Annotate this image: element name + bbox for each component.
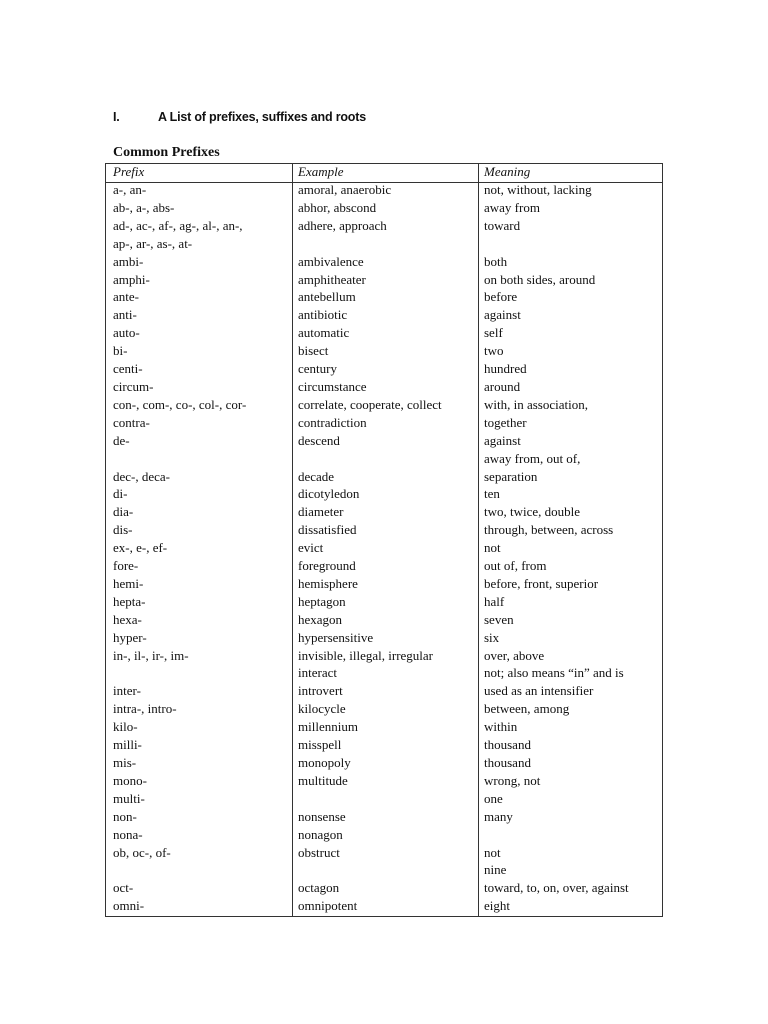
example-cell: foreground (298, 558, 356, 574)
meaning-cell: seven (484, 611, 514, 627)
meaning-cell: thousand (484, 755, 531, 770)
meaning-cell (484, 235, 629, 253)
prefix-cell (113, 664, 246, 682)
example-cell: automatic (298, 325, 350, 341)
example-cell: millennium (298, 719, 358, 735)
prefix-cell: omni- (113, 898, 145, 914)
meaning-cell: through, between, across (484, 522, 614, 538)
meaning-cell: half (484, 593, 505, 609)
meaning-cell: between, among (484, 701, 570, 717)
meaning-cell: away from, out of, (484, 450, 581, 466)
example-cell (298, 790, 442, 808)
example-cell: amphitheater (298, 271, 366, 287)
meaning-cell: toward (484, 217, 521, 233)
prefix-cell: de- (113, 432, 130, 448)
prefix-cell: ad-, ac-, af-, ag-, al-, an-, (113, 217, 243, 233)
prefix-cell: hexa- (113, 611, 142, 627)
example-cell: circumstance (298, 378, 367, 394)
prefix-cells (113, 181, 246, 915)
meaning-cell: against (484, 432, 521, 448)
prefix-cell: oct- (113, 880, 134, 896)
meaning-cell: self (484, 325, 503, 341)
example-cell: invisible, illegal, irregular (298, 647, 434, 663)
example-cell: descend (298, 432, 340, 448)
meaning-cell: not (484, 844, 501, 860)
meaning-cell: separation (484, 468, 538, 484)
example-cell: heptagon (298, 593, 346, 609)
table-divider (478, 164, 479, 916)
example-column (298, 163, 442, 915)
meaning-cell: before, front, superior (484, 575, 599, 591)
example-cell: decade (298, 468, 335, 484)
meaning-cell: two, twice, double (484, 504, 581, 520)
header-prefix: Prefix (113, 164, 145, 179)
prefix-cell: mono- (113, 772, 147, 788)
prefix-cell: non- (113, 808, 137, 824)
example-cell: kilocycle (298, 701, 346, 717)
prefix-cell: nona- (113, 826, 143, 842)
prefix-cell: con-, com-, co-, col-, cor- (113, 396, 247, 412)
prefix-cell: ex-, e-, ef- (113, 540, 168, 556)
meaning-cell: on both sides, around (484, 271, 596, 287)
example-cell: introvert (298, 683, 343, 699)
meaning-cell: not (484, 540, 501, 556)
prefix-cell: centi- (113, 361, 143, 377)
example-cell: ambivalence (298, 253, 364, 269)
prefix-cell: anti- (113, 307, 137, 323)
prefix-cell: in-, il-, ir-, im- (113, 647, 189, 663)
meaning-cell: against (484, 307, 521, 323)
example-cell: dicotyledon (298, 486, 360, 502)
example-cell: evict (298, 540, 324, 556)
example-cell: hemisphere (298, 575, 358, 591)
prefix-cell: dec-, deca- (113, 468, 171, 484)
meaning-cell: toward, to, on, over, against (484, 880, 629, 896)
example-cell: correlate, cooperate, collect (298, 396, 442, 412)
document-heading (113, 110, 366, 124)
prefix-cell: ap-, ar-, as-, at- (113, 235, 193, 251)
example-cell: nonagon (298, 826, 343, 842)
meaning-cell: hundred (484, 361, 527, 377)
example-cell: misspell (298, 737, 342, 753)
prefix-cell: milli- (113, 737, 142, 753)
section-title: Common Prefixes (113, 145, 220, 160)
meaning-cell: eight (484, 898, 510, 914)
example-cell (298, 235, 442, 253)
prefix-cell (113, 861, 246, 879)
prefix-cell: inter- (113, 683, 141, 699)
prefix-cell: ante- (113, 289, 139, 305)
example-cell (298, 861, 442, 879)
prefix-cell: amphi- (113, 271, 150, 287)
meaning-cell: two (484, 343, 504, 359)
example-cell: hypersensitive (298, 629, 374, 645)
example-cell: dissatisfied (298, 522, 357, 538)
example-cell: century (298, 361, 337, 377)
meaning-column (484, 163, 629, 915)
prefix-cell: circum- (113, 378, 154, 394)
example-cell: abhor, abscond (298, 199, 377, 215)
example-cell: octagon (298, 880, 340, 896)
meaning-cell: over, above (484, 647, 545, 663)
meaning-cell: both (484, 253, 508, 269)
meaning-cell: six (484, 629, 500, 645)
meaning-cell: not, without, lacking (484, 182, 592, 197)
prefix-cell: mis- (113, 755, 137, 770)
example-cell: antibiotic (298, 307, 348, 323)
example-cell: nonsense (298, 808, 346, 824)
prefix-cell: ambi- (113, 253, 144, 269)
prefix-cell: ab-, a-, abs- (113, 199, 175, 215)
prefix-column (113, 163, 246, 915)
meaning-cell: thousand (484, 737, 531, 753)
meaning-cell: nine (484, 862, 507, 878)
meaning-cell: away from (484, 199, 540, 215)
example-cell: antebellum (298, 289, 356, 305)
meaning-cell: one (484, 790, 503, 806)
meaning-cell: not; also means “in” and is (484, 665, 624, 681)
meaning-cell (484, 826, 629, 844)
meaning-cell: with, in association, (484, 396, 588, 412)
example-cell: multitude (298, 772, 348, 788)
meaning-cell: many (484, 808, 513, 824)
prefix-cell: hemi- (113, 575, 144, 591)
meaning-cell: before (484, 289, 518, 305)
example-cell: adhere, approach (298, 217, 387, 233)
meaning-cell: together (484, 414, 527, 430)
prefix-cell: di- (113, 486, 128, 502)
prefix-cell: dia- (113, 504, 134, 520)
prefix-cell: intra-, intro- (113, 701, 177, 717)
example-cell: amoral, anaerobic (298, 182, 392, 197)
prefix-cell: kilo- (113, 719, 138, 735)
meaning-cell: wrong, not (484, 772, 541, 788)
heading-number: I. (113, 110, 120, 124)
prefix-cell: dis- (113, 522, 133, 538)
example-cell: interact (298, 665, 337, 681)
example-cell: omnipotent (298, 898, 358, 914)
heading-title: A List of prefixes, suffixes and roots (158, 110, 366, 124)
prefix-cell: auto- (113, 325, 140, 341)
prefix-cell (113, 450, 246, 468)
prefix-cell: bi- (113, 343, 128, 359)
prefix-cell: fore- (113, 558, 139, 574)
example-cell: diameter (298, 504, 344, 520)
meaning-cell: used as an intensifier (484, 683, 594, 699)
example-cell: contradiction (298, 414, 367, 430)
meaning-cell: out of, from (484, 558, 547, 574)
header-example: Example (298, 164, 344, 179)
example-cell (298, 450, 442, 468)
prefix-cell: contra- (113, 414, 150, 430)
prefix-cell: ob, oc-, of- (113, 844, 171, 860)
prefix-cell: hepta- (113, 593, 146, 609)
prefix-cell: hyper- (113, 629, 147, 645)
prefix-cell: multi- (113, 790, 145, 806)
header-meaning: Meaning (484, 164, 531, 179)
example-cell: bisect (298, 343, 329, 359)
table-divider (292, 164, 293, 916)
example-cell: obstruct (298, 844, 340, 860)
meaning-cell: within (484, 719, 518, 735)
example-cell: monopoly (298, 755, 351, 770)
prefix-cell: a-, an- (113, 182, 147, 197)
example-cell: hexagon (298, 611, 343, 627)
meaning-cell: around (484, 378, 521, 394)
meaning-cells (484, 181, 629, 915)
example-cells (298, 181, 442, 915)
meaning-cell: ten (484, 486, 500, 502)
